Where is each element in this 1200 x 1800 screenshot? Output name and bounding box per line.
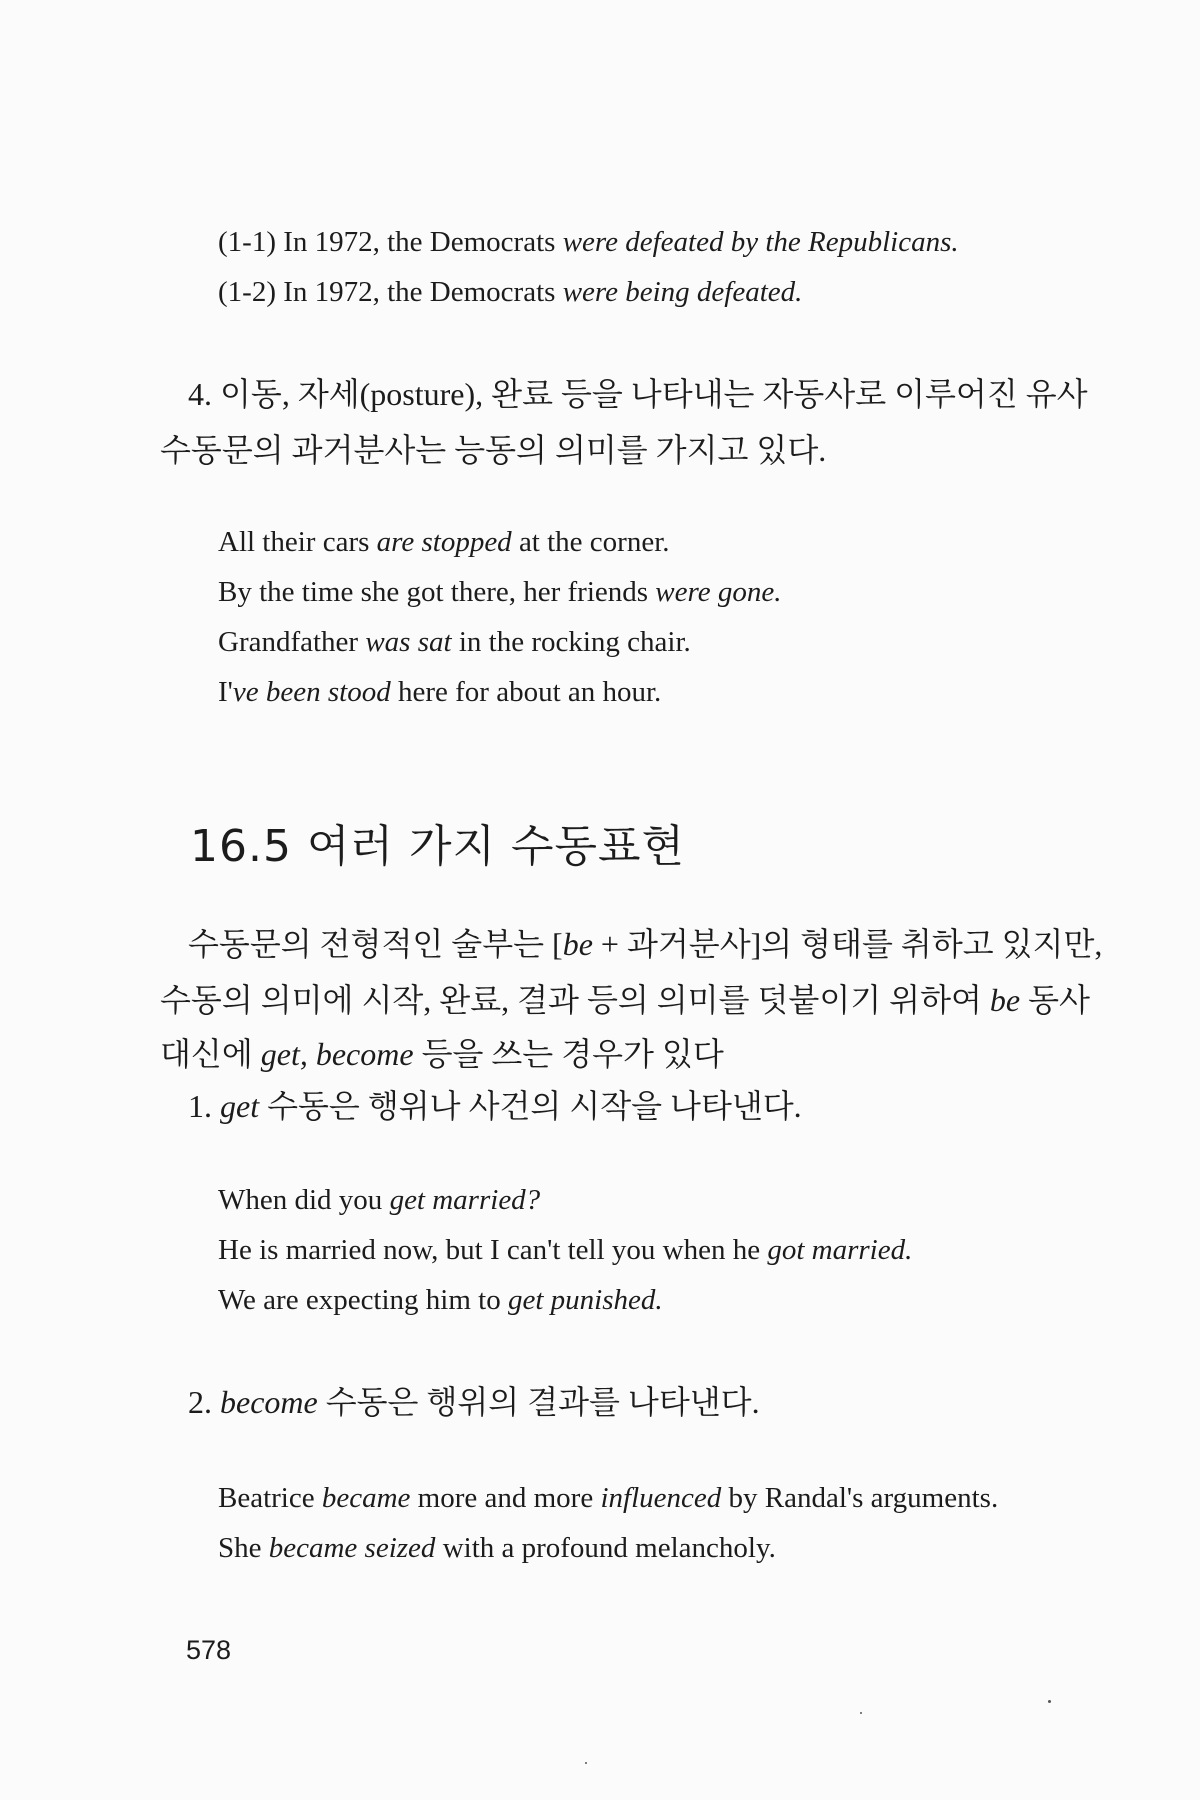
example-line: She became seized with a profound melancholy.: [218, 1532, 776, 1564]
example-line: He is married now, but I can't tell you when he got married.: [218, 1234, 913, 1266]
example-line: We are expecting him to get punished.: [218, 1284, 663, 1316]
scan-speck: [860, 1712, 862, 1714]
example-line: Grandfather was sat in the rocking chair.: [218, 626, 691, 658]
item-1-heading: 1. get 수동은 행위나 사건의 시작을 나타낸다.: [188, 1088, 802, 1124]
item-2-heading: 2. become 수동은 행위의 결과를 나타낸다.: [188, 1384, 760, 1420]
point-4-line-1: 4. 이동, 자세(posture), 완료 등을 나타내는 자동사로 이루어진 유사: [188, 376, 1088, 412]
point-4-line-2: 수동문의 과거분사는 능동의 의미를 가지고 있다.: [160, 432, 827, 468]
example-line: I've been stood here for about an hour.: [218, 676, 662, 708]
scan-speck: [1048, 1700, 1051, 1703]
paragraph-line-1: 수동문의 전형적인 술부는 [be + 과거분사]의 형태를 취하고 있지만,: [188, 926, 1103, 962]
scan-speck: [585, 1762, 587, 1764]
paragraph-line-2: 수동의 의미에 시작, 완료, 결과 등의 의미를 덧붙이기 위하여 be 동사: [160, 982, 1090, 1018]
section-heading: 16.5 여러 가지 수동표현: [190, 821, 685, 872]
example-1-2: (1-2) In 1972, the Democrats were being defeated.: [218, 276, 803, 308]
example-1-1: (1-1) In 1972, the Democrats were defeated by the Republicans.: [218, 226, 959, 258]
example-line: All their cars are stopped at the corner.: [218, 526, 670, 558]
example-line: Beatrice became more and more influenced by Randal's arguments.: [218, 1482, 999, 1514]
example-line: When did you get married?: [218, 1184, 541, 1216]
page-number: 578: [186, 1635, 232, 1665]
example-line: By the time she got there, her friends were gone.: [218, 576, 782, 608]
paragraph-line-3: 대신에 get, become 등을 쓰는 경우가 있다: [160, 1036, 724, 1072]
